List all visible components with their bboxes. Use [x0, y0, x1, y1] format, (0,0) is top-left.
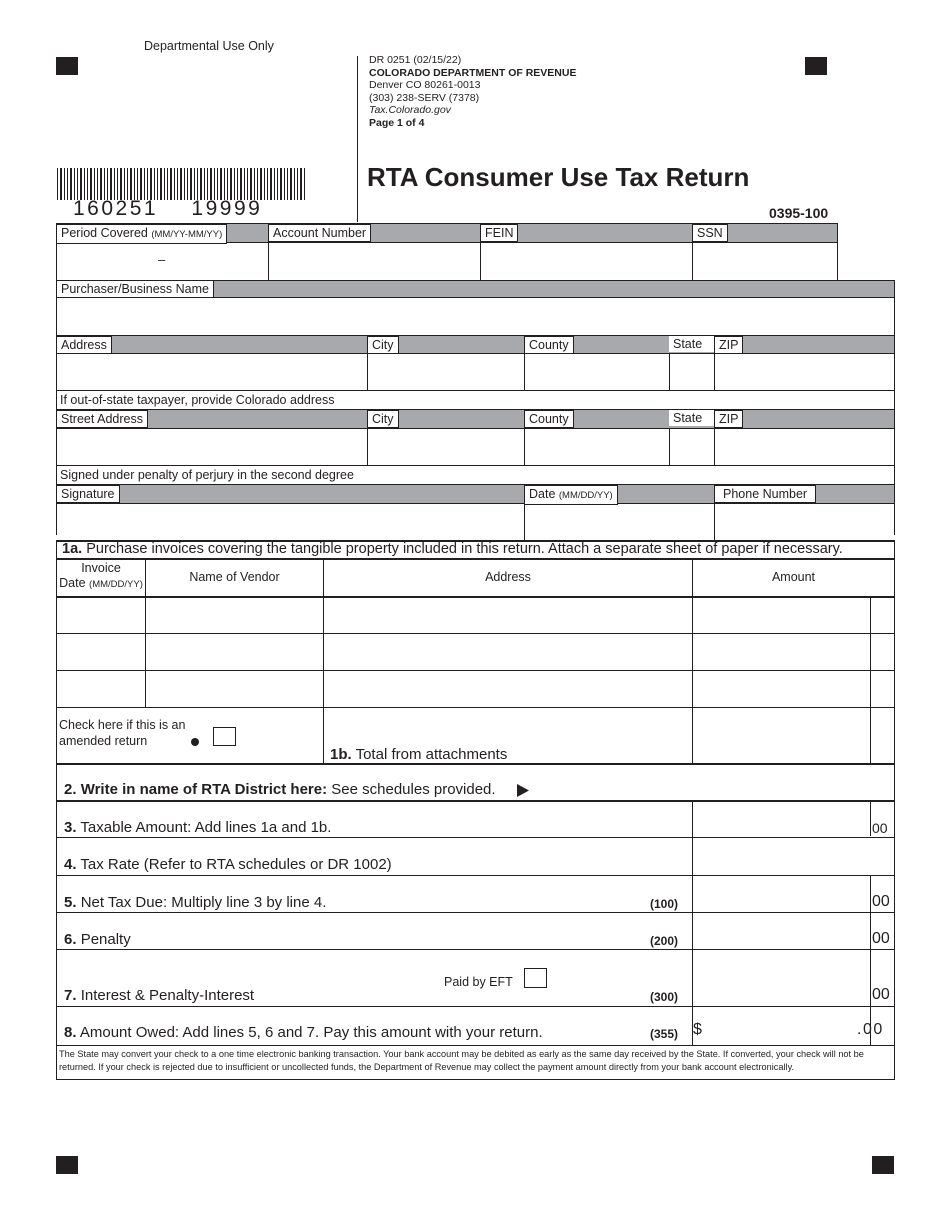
co-state-label: State — [669, 410, 715, 426]
line-3-label — [64, 819, 331, 836]
rule — [56, 409, 894, 410]
rule — [870, 800, 871, 836]
address-cell[interactable] — [324, 598, 692, 633]
registration-mark-bottom-right — [872, 1156, 894, 1174]
date-text: Date — [529, 487, 556, 501]
form-number: DR 0251 (02/15/22) — [369, 54, 462, 66]
city-field[interactable] — [368, 354, 523, 390]
line-7-amount-field[interactable] — [693, 950, 870, 1006]
street-label-bar — [56, 410, 894, 428]
registration-mark-top-left — [56, 57, 78, 75]
address-label-bar — [56, 336, 894, 353]
rule — [870, 596, 871, 764]
co-county-label: County — [524, 410, 574, 428]
address-cell[interactable] — [324, 634, 692, 670]
registration-mark-bottom-left — [56, 1156, 78, 1174]
fein-label: FEIN — [480, 224, 518, 242]
zip-label: ZIP — [714, 336, 743, 354]
rule — [870, 875, 871, 1045]
vendor-cell[interactable] — [146, 671, 323, 707]
line-8-text: Amount Owed: Add lines 5, 6 and 7. Pay this amount with your return. — [79, 1024, 543, 1041]
invoice-col-header: Invoice — [81, 561, 121, 575]
line-7-code: (300) — [650, 990, 679, 1004]
line-3-number: 3. — [64, 819, 77, 836]
line-8-cents: .00 — [857, 1021, 884, 1038]
line-6-text: Penalty — [80, 931, 131, 948]
line-6-code: (200) — [650, 934, 679, 948]
line-7-cents: 00 — [872, 986, 890, 1003]
paid-by-eft-label: Paid by EFT — [444, 975, 513, 989]
rule — [56, 465, 894, 466]
line-8-amount-field[interactable] — [705, 1007, 855, 1044]
fein-field[interactable] — [481, 243, 691, 280]
barcode-number: 160251 19999 — [73, 197, 263, 220]
vendor-col-header: Name of Vendor — [189, 570, 280, 584]
address-field[interactable] — [57, 354, 366, 390]
co-street-address-field[interactable] — [57, 429, 366, 465]
purchaser-name-field[interactable] — [57, 298, 893, 335]
co-city-field[interactable] — [368, 429, 523, 465]
line-3-text: Taxable Amount: Add lines 1a and 1b. — [80, 819, 332, 836]
vendor-cell[interactable] — [146, 598, 323, 633]
state-field[interactable] — [670, 354, 713, 390]
perjury-note: Signed under penalty of perjury in the second degree — [60, 468, 354, 482]
invoices-heading — [62, 541, 843, 557]
line-1b-label — [330, 746, 507, 763]
amount-cell[interactable] — [693, 598, 870, 633]
rule — [837, 223, 838, 280]
line-8-number: 8. — [64, 1024, 77, 1041]
line-6-number: 6. — [64, 931, 77, 948]
co-zip-field[interactable] — [715, 429, 893, 465]
departmental-use-label: Departmental Use Only — [144, 39, 274, 53]
line-7-label — [64, 987, 254, 1004]
line-1a-number: 1a. — [62, 541, 83, 557]
invoices-heading-text: Purchase invoices covering the tangible property included in this return. Attach a separate sheet of paper if necessary. — [86, 541, 843, 557]
amended-label-line1: Check here if this is an — [59, 718, 186, 732]
bullet-icon — [191, 738, 199, 746]
line-5-cents: 00 — [872, 893, 890, 910]
address-label: Address — [56, 336, 112, 354]
signature-label: Signature — [56, 485, 120, 503]
line-2-bold-text: Write in name of RTA District here: — [80, 781, 328, 798]
line-5-code: (100) — [650, 897, 679, 911]
rule — [56, 335, 894, 336]
line-1b-number: 1b. — [330, 746, 352, 763]
co-city-label: City — [367, 410, 399, 428]
zip-field[interactable] — [715, 354, 893, 390]
date-label — [524, 485, 618, 505]
rule — [56, 1079, 895, 1080]
period-dash: – — [158, 252, 166, 267]
line-4-text: Tax Rate (Refer to RTA schedules or DR 1002) — [80, 856, 392, 873]
line-5-amount-field[interactable] — [693, 876, 870, 912]
account-number-field[interactable] — [269, 243, 479, 280]
line-8-dollar-sign: $ — [693, 1021, 702, 1038]
amount-col-header: Amount — [771, 570, 816, 584]
vendor-cell[interactable] — [146, 634, 323, 670]
invoice-date-cell[interactable] — [57, 671, 145, 707]
co-state-field[interactable] — [670, 429, 713, 465]
line-5-text: Net Tax Due: Multiply line 3 by line 4. — [80, 894, 327, 911]
county-field[interactable] — [525, 354, 668, 390]
line-8-code: (355) — [650, 1027, 679, 1041]
invoice-date-format: (MM/DD/YY) — [89, 579, 143, 590]
rule — [894, 540, 895, 1080]
ssn-field[interactable] — [693, 243, 836, 280]
line-6-label — [64, 931, 131, 948]
line-7-text: Interest & Penalty-Interest — [80, 987, 255, 1004]
line-3-cents: 00 — [872, 820, 888, 836]
co-zip-label: ZIP — [714, 410, 743, 428]
line-8-label — [64, 1024, 543, 1041]
line-6-cents: 00 — [872, 930, 890, 947]
address-cell[interactable] — [324, 671, 692, 707]
department-address: Denver CO 80261-0013 — [369, 79, 481, 92]
line-1b-text: Total from attachments — [355, 746, 508, 763]
rule — [56, 1045, 894, 1046]
phone-number-field[interactable] — [715, 504, 893, 540]
header-divider — [357, 56, 358, 222]
rule — [56, 390, 894, 391]
date-format: (MM/DD/YY) — [558, 490, 613, 501]
department-phone: (303) 238-SERV (7378) — [369, 91, 480, 104]
invoice-date-text: Date — [59, 576, 86, 590]
period-covered-label — [56, 224, 227, 244]
account-number-label: Account Number — [268, 224, 371, 242]
line-7-number: 7. — [64, 987, 77, 1004]
city-label: City — [367, 336, 399, 354]
line-5-label — [64, 894, 326, 911]
form-code: 0395-100 — [769, 205, 829, 221]
arrow-right-icon — [517, 784, 529, 797]
registration-mark-top-right — [805, 57, 827, 75]
line-3-amount-field[interactable] — [693, 802, 870, 837]
line-2-text: See schedules provided. — [331, 781, 496, 798]
amount-cell[interactable] — [693, 634, 870, 670]
amended-return-checkbox[interactable] — [213, 727, 236, 746]
amended-label-line2: amended return — [59, 734, 148, 748]
rule — [56, 763, 894, 765]
county-label: County — [524, 336, 574, 354]
state-label: State — [669, 336, 715, 352]
agency-info — [369, 54, 576, 130]
line-2-number: 2. — [64, 781, 77, 798]
co-county-field[interactable] — [525, 429, 668, 465]
signature-field[interactable] — [57, 504, 523, 540]
barcode — [57, 168, 309, 200]
phone-number-label: Phone Number — [714, 485, 816, 503]
line-1b-amount-field[interactable] — [693, 708, 870, 763]
page-indicator: Page 1 of 4 — [369, 116, 425, 129]
line-4-label — [64, 856, 392, 873]
rule — [894, 280, 895, 535]
line-4-rate-field[interactable] — [693, 838, 893, 874]
check-conversion-notice: The State may convert your check to a one time electronic banking transaction. Your bank account may be debited as early as the same day received by the State. If converted, your check will not be returned. If your check is rejected due to insufficient or uncollected funds, the Department of Revenue may collect the payment amount directly from your bank account electronically. — [59, 1049, 864, 1072]
ssn-label: SSN — [692, 224, 728, 242]
period-format: (MM/YY-MM/YY) — [151, 229, 223, 240]
line-5-number: 5. — [64, 894, 77, 911]
line-4-number: 4. — [64, 856, 77, 873]
out-of-state-note: If out-of-state taxpayer, provide Colorado address — [60, 393, 335, 407]
line-2-label — [64, 781, 496, 798]
street-address-label: Street Address — [56, 410, 148, 428]
purchaser-name-label: Purchaser/Business Name — [56, 280, 214, 298]
invoice-date-cell[interactable] — [57, 598, 145, 633]
period-covered-text: Period Covered — [61, 226, 148, 240]
line-6-amount-field[interactable] — [693, 913, 870, 949]
department-name: COLORADO DEPARTMENT OF REVENUE — [369, 66, 577, 79]
department-website: Tax.Colorado.gov — [369, 104, 451, 117]
address-col-header: Address — [485, 570, 531, 584]
amount-cell[interactable] — [693, 671, 870, 707]
signature-date-field[interactable] — [525, 504, 713, 540]
paid-by-eft-checkbox[interactable] — [524, 968, 547, 988]
rule — [56, 558, 894, 560]
invoice-date-cell[interactable] — [57, 634, 145, 670]
form-title: RTA Consumer Use Tax Return — [367, 162, 750, 192]
invoice-date-col-header — [57, 576, 145, 590]
